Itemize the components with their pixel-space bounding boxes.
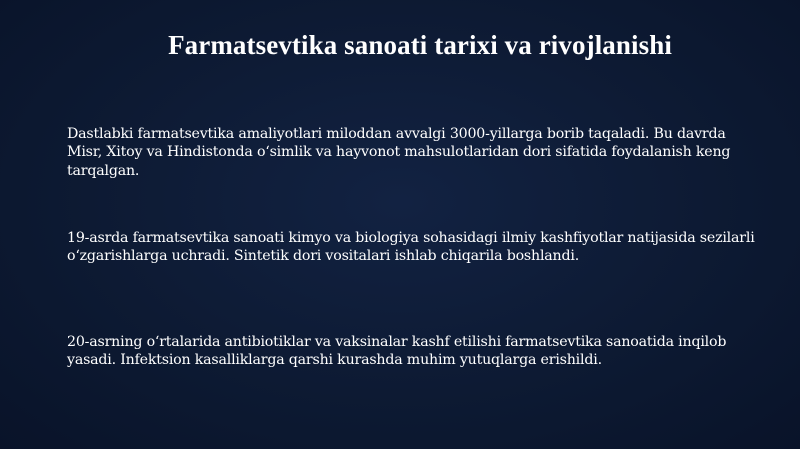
slide-title: Farmatsevtika sanoati tarixi va rivojlanishi	[168, 30, 672, 60]
slide-paragraph-1: Dastlabki farmatsevtika amaliyotlari miloddan avvalgi 3000-yillarga borib taqaladi. Bu davrda Misr, Xitoy va Hindistonda o‘simlik va hayvonot mahsulotlaridan dori sifatida foydalanish keng tarqalgan.	[67, 126, 731, 179]
slide-paragraph-3: 20-asrning o‘rtalarida antibiotiklar va vaksinalar kashf etilishi farmatsevtika sanoatida inqilob yasadi. Infektsion kasalliklarga qarshi kurashda muhim yutuqlarga erishildi.	[67, 334, 727, 369]
slide-paragraph-2: 19-asrda farmatsevtika sanoati kimyo va biologiya sohasidagi ilmiy kashfiyotlar natijasida sezilarli o‘zgarishlarga uchradi. Sintetik dori vositalari ishlab chiqarila boshlandi.	[67, 230, 755, 265]
